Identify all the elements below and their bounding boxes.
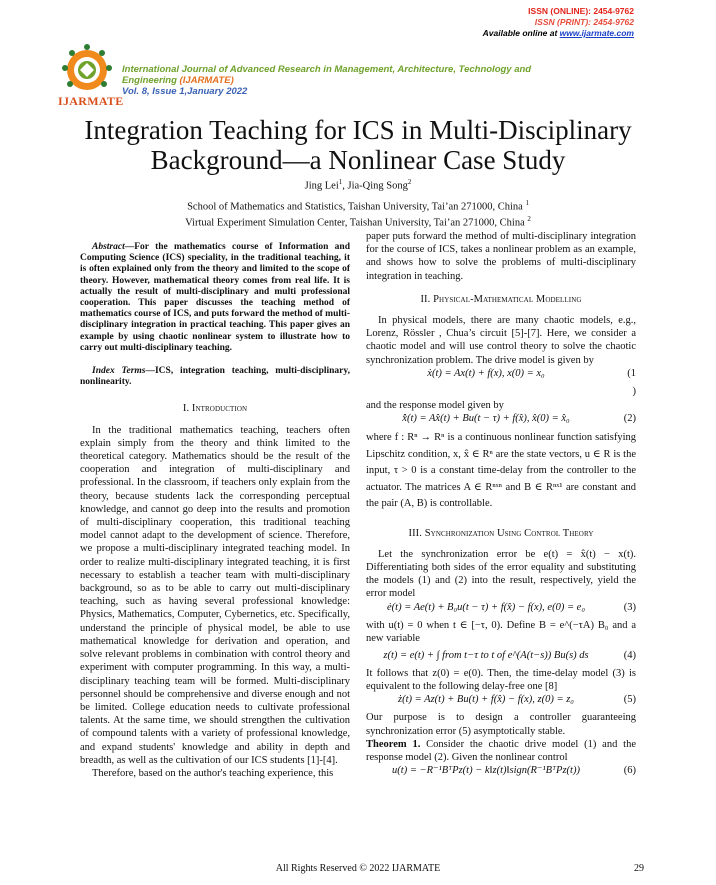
- equation-4-number: (4): [623, 649, 636, 661]
- intro-continued: paper puts forward the method of multi-disciplinary integration for the course of ICS, takes a nonlinear problem as an example, and shows how to solve the problems of multi-disciplinary integration in teaching.: [366, 231, 636, 282]
- right-column: [366, 230, 636, 782]
- equation-5-number: (5): [623, 694, 636, 706]
- theorem-1: Theorem 1. Consider the chaotic drive model (1) and the response model (2). Given the nonlinear control: [366, 738, 636, 763]
- define-paragraph: with u(t) = 0 when t ∈ [−τ, 0). Define B = e^(−τA) B₀ and a new variable: [366, 619, 636, 644]
- issn-print: ISSN (PRINT): 2454-9762: [534, 17, 634, 27]
- intro-paragraph-2: Therefore, based on the author's teaching experience, this: [92, 767, 334, 779]
- footer-copyright: All Rights Reserved © 2022 IJARMATE: [275, 863, 441, 874]
- issn-block: [483, 6, 634, 39]
- purpose-paragraph: Our purpose is to design a controller guaranteeing synchronization error (5) asymptotically stable.: [366, 712, 636, 737]
- section-2-heading: II. Physical-Mathematical Modelling: [420, 293, 582, 305]
- journal-website-link[interactable]: www.ijarmate.com: [559, 28, 634, 38]
- response-model-intro: and the response model given by: [366, 399, 504, 411]
- equation-1: ẋ(t) = Ax(t) + f(x), x(0) = x₀ (1: [427, 367, 636, 379]
- equation-6-number: (6): [623, 765, 636, 777]
- section-3-heading: III. Synchronization Using Control Theory: [408, 527, 594, 539]
- authors: Jing Lei$^1$, Jia-Qing Song$^2$: [304, 178, 412, 192]
- equation-6: u(t) = −R⁻¹BᵀPz(t) − k‖z(t)‖sign(R⁻¹BᵀPz(t)) (6): [392, 765, 636, 777]
- abstract: Abstract—For the mathematics course of Information and Computing Science (ICS) speciality, in the traditional teaching, it is often explained only from the theory and limited to the scope of theory. However, mathematical theory comes from real life. It is actually the result of multi-disciplinary and multi professional cooperation. This paper discusses the teaching method of mathematics course of ICS, and puts forward the method of multi-disciplinary integration in practical teaching. This paper gives an example by using chaotic nonlinear system to illustrate how to carry out multi-disciplinary teaching.: [80, 242, 350, 353]
- where-paragraph: where f : Rⁿ → Rⁿ is a continuous nonlinear function satisfying Lipschitz condition, x, x̂ ∈ Rⁿ are the state vectors, u ∈ R is the input, τ > 0 is a constant time-delay from the controller to the actuator. The matrices A ∈ Rⁿˣⁿ and B ∈ Rⁿˣ¹ are constant and the pair (A, B) is controllable.: [366, 432, 636, 510]
- journal-name: International Journal of Advanced Research in Management, Architecture, Technology and Engineering (IJARMATE) Vol. 8, Issue 1,January 2022: [122, 64, 602, 97]
- affiliation-2: Virtual Experiment Simulation Center, Taishan University, Tai’an 271000, China $^2$: [185, 215, 531, 229]
- equation-4: z(t) = e(t) + ∫ from t−τ to t of e^(A(t−s)) Bu(s) ds (4): [366, 645, 636, 667]
- equation-3-number: (3): [623, 601, 636, 613]
- equation-5: ż(t) = Az(t) + Bu(t) + f(x̂) − f(x), z(0) = z₀ (5): [398, 694, 636, 706]
- sync-paragraph: Let the synchronization error be e(t) = x̂(t) − x(t). Differentiating both sides of the error equality and substituting the models (1) and (2) into the result, respectively, yield the error model: [366, 548, 636, 600]
- equation-2-number: (2): [623, 413, 636, 425]
- logo-text: IJARMATE: [58, 94, 124, 108]
- paper-title: Integration Teaching for ICS in Multi-Disciplinary Background—a Nonlinear Case Study: [84, 115, 632, 175]
- index-terms: Index Terms—ICS, integration teaching, multi-disciplinary, nonlinearity.: [80, 366, 350, 388]
- equation-2: x̂̇(t) = Ax̂(t) + Bu(t − τ) + f(x̂), x̂(0) = x̂₀ (2): [402, 413, 636, 425]
- page-number: 29: [634, 863, 644, 874]
- journal-volume: Vol. 8, Issue 1,January 2022: [122, 86, 248, 97]
- equation-1-number-close: ): [632, 385, 636, 397]
- intro-paragraph: In the traditional mathematics teaching, teachers often explain simply from the theory and think limited to the theoretical category. Mathematics should be the result of the cooperation and integration of multi-disciplinary and professional. In the classroom, if teachers only explain from the theory, because students lack the corresponding perceptual knowledge, and cannot go deep into the results and promotion of multi-disciplinary cooperation, this traditional teaching model cannot adapt to the development of science. Therefore, we propose a multi-disciplinary integrated teaching model. In order to realize multi-disciplinary integrated teaching, it is first necessary to establish a teacher team with multi-disciplinary background, so as to be able to carry out multi-disciplinary teaching, such as having several professional knowledge: Physics, Mathematics, Computer, Cybernetics, etc. Specifically, understand the principle of physical model, be able to use mathematical knowledge for derivation and operation, and solve relevant problems in combination with control theory and experiment with computer programming. In this way, a multi-disciplinary teaching team will be formed. Multi-disciplinary personnel should be comprehensive and diverse enough and not be limited. College education needs to cultivate professional talents. At the same time, we should strengthen the cultivation of compound talents with a variety of professional knowledge, and expand students' knowledge and ability in depth and breadth, as well as the cultivation of our ICS students [1]-[4].: [80, 424, 350, 766]
- modelling-paragraph: In physical models, there are many chaotic models, e.g., Lorenz, Rössler , Chua’s circuit [5]-[7]. Here, we consider a chaotic model and will use control theory to solve the chaotic synchronization problem. The drive model is given by: [366, 315, 636, 366]
- equivalence-paragraph: It follows that z(0) = e(0). Then, the time-delay model (3) is equivalent to the following delay-free one [8]: [366, 667, 636, 693]
- available-online: Available online at www.ijarmate.com: [482, 28, 634, 38]
- issn-online: ISSN (ONLINE): 2454-9762: [528, 6, 634, 16]
- left-column: [80, 242, 350, 780]
- affiliation-1: School of Mathematics and Statistics, Taishan University, Tai’an 271000, China $^1$: [187, 199, 529, 213]
- equation-1-number: (1: [627, 367, 636, 379]
- equation-3: ė(t) = Ae(t) + B₀u(t − τ) + f(x̂) − f(x), e(0) = e₀ (3): [387, 601, 636, 613]
- section-1-heading: I. Introduction: [182, 403, 248, 415]
